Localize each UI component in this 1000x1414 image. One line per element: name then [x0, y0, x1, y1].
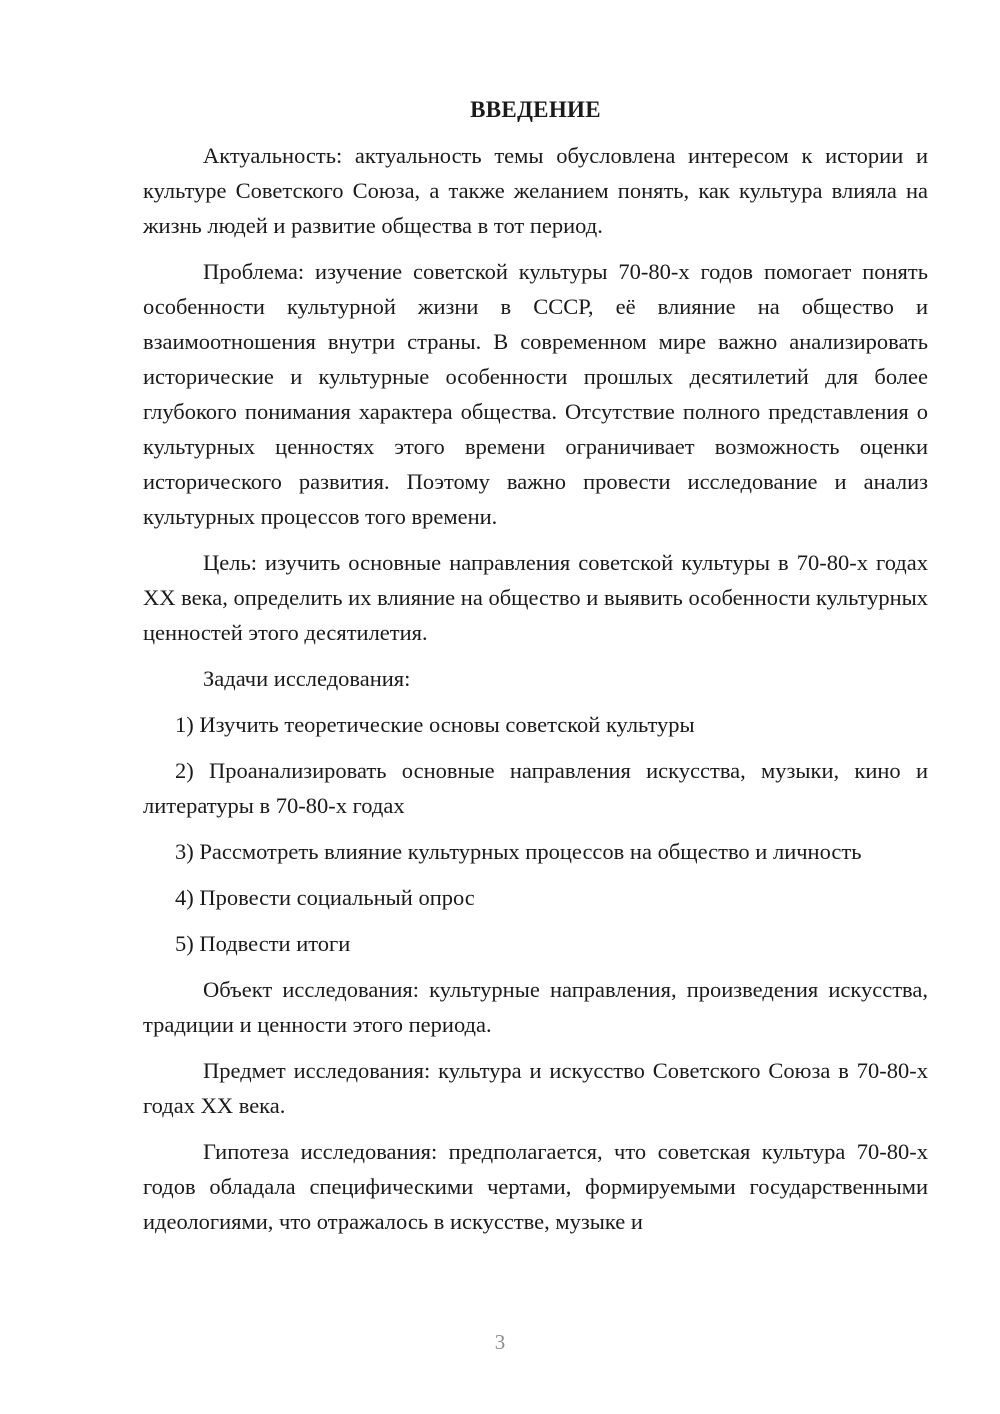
paragraph-subject: Предмет исследования: культура и искусство Советского Союза в 70-80-х годах XX века. — [143, 1058, 928, 1118]
paragraph-tasks-heading: Задачи исследования: — [203, 666, 411, 691]
task-item-5: 5) Подвести итоги — [175, 931, 351, 956]
paragraph-relevance: Актуальность: актуальность темы обусловлена интересом к истории и культуре Советского Союза, а также желанием понять, как культура влияла на жизнь людей и развитие общества в тот период. — [143, 143, 928, 238]
paragraph-object: Объект исследования: культурные направления, произведения искусства, традиции и ценности этого периода. — [143, 977, 928, 1037]
section-title: ВВЕДЕНИЕ — [470, 97, 601, 122]
page-number: 3 — [494, 1330, 506, 1354]
paragraph-goal: Цель: изучить основные направления советской культуры в 70-80-х годах XX века, определить их влияние на общество и выявить особенности культурных ценностей этого десятилетия. — [143, 550, 928, 645]
task-item-4: 4) Провести социальный опрос — [175, 885, 475, 910]
page-content — [143, 92, 928, 1250]
paragraph-problem: Проблема: изучение советской культуры 70-80-х годов помогает понять особенности культурной жизни в СССР, её влияние на общество и взаимоотношения внутри страны. В современном мире важно анализировать исторические и культурные особенности прошлых десятилетий для более глубокого понимания характера общества. Отсутствие полного представления о культурных ценностях этого времени ограничивает возможность оценки исторического развития. Поэтому важно провести исследование и анализ культурных процессов того времени. — [143, 259, 928, 529]
paragraph-hypothesis: Гипотеза исследования: предполагается, что советская культура 70-80-х годов обладала специфическими чертами, формируемыми государственными идеологиями, что отражалось в искусстве, музыке и — [143, 1139, 928, 1234]
task-item-2: 2) Проанализировать основные направления искусства, музыки, кино и литературы в 70-80-х годах — [143, 758, 928, 818]
task-item-3: 3) Рассмотреть влияние культурных процессов на общество и личность — [175, 839, 862, 864]
task-item-1: 1) Изучить теоретические основы советской культуры — [175, 712, 695, 737]
